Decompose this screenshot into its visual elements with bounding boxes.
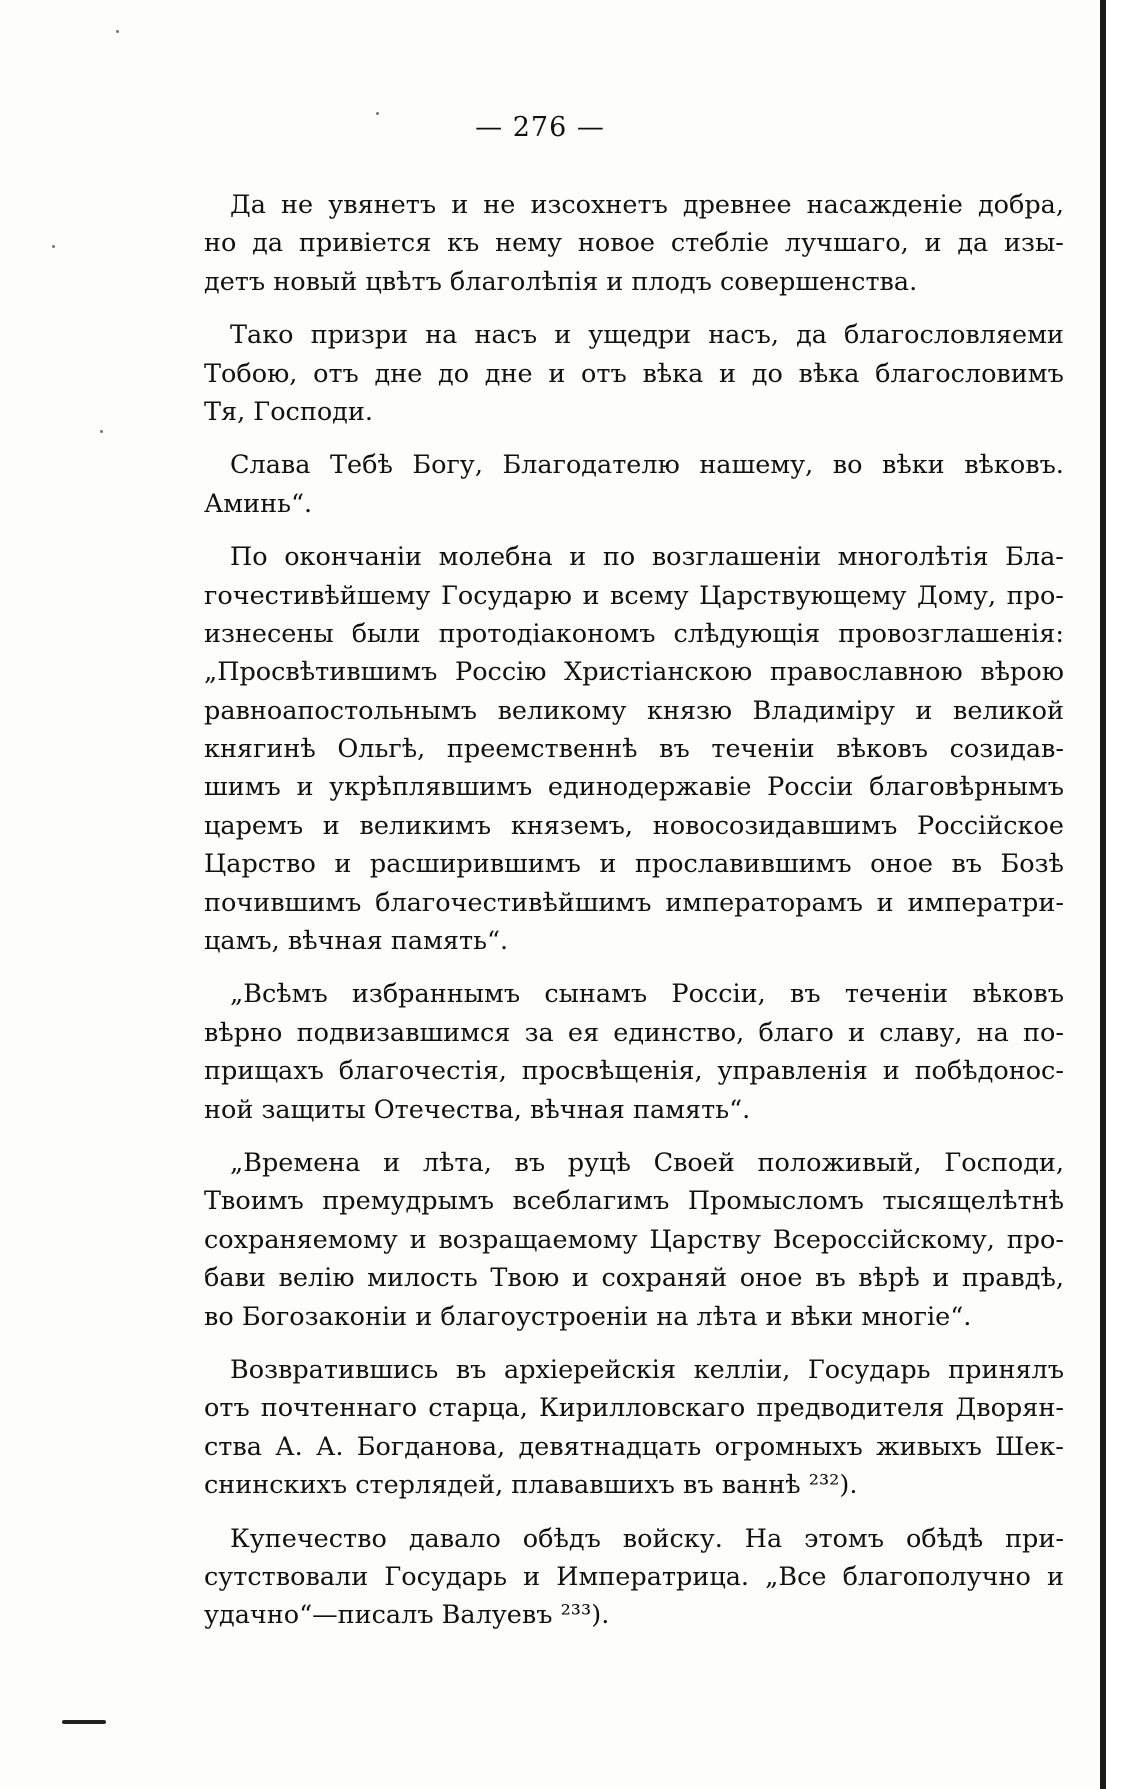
word: славу, [879, 1017, 963, 1048]
word: архіерейскія [504, 1354, 677, 1385]
word: Слава [230, 450, 311, 481]
word: насъ [474, 320, 538, 351]
word: Кирилловскаго [538, 1393, 746, 1424]
word: Шек- [995, 1431, 1064, 1462]
word: по [602, 542, 636, 573]
word: вѣрно [204, 1017, 283, 1048]
word: дне [484, 358, 533, 389]
word: благочестивѣйшимъ [375, 887, 652, 918]
word: теченіи [711, 734, 815, 765]
word: Владиміру [752, 695, 895, 726]
word: Россію [455, 657, 547, 688]
word: войску. [622, 1523, 723, 1554]
word: были [351, 618, 421, 649]
word: сохраняемому [204, 1224, 398, 1255]
word: вѣковъ. [964, 450, 1064, 481]
word: Возвратившись [230, 1354, 439, 1385]
text-line [204, 355, 1064, 393]
word: возглашеніи [651, 542, 822, 573]
word: въ [815, 1263, 846, 1294]
word: Тобою, [204, 358, 298, 389]
word: императорамъ [665, 887, 863, 918]
text-line [204, 1351, 1064, 1389]
word: Государь [384, 1561, 507, 1592]
word: на [976, 1017, 1009, 1048]
word: царемъ [204, 810, 304, 841]
text-line [204, 807, 1064, 845]
paragraph-gap [204, 960, 1064, 975]
word: и [599, 849, 617, 880]
word: до [751, 358, 783, 389]
text-line [204, 1014, 1064, 1052]
word: Россіи, [671, 979, 766, 1010]
word: Господи, [944, 1147, 1064, 1178]
word: отъ [313, 358, 359, 389]
text-line [204, 845, 1064, 883]
word: огромныхъ [714, 1431, 863, 1462]
margin-mark [62, 1720, 106, 1724]
text-line [204, 1389, 1064, 1427]
word: вѣрою [980, 657, 1064, 688]
paragraph-gap [204, 1129, 1064, 1144]
paragraph-gap [204, 1336, 1064, 1351]
word: этомъ [804, 1523, 884, 1554]
word: вѣка [798, 358, 860, 389]
word: милость [367, 1263, 478, 1294]
word: отъ [581, 358, 627, 389]
scan-margin [1106, 0, 1140, 1789]
word: единодержавіе [547, 772, 752, 803]
text-line [204, 730, 1064, 768]
word: обѣдъ [522, 1523, 601, 1554]
text-line [204, 316, 1064, 354]
word: Промысломъ [687, 1186, 864, 1217]
word: до [438, 358, 470, 389]
word: побѣдонос- [914, 1056, 1064, 1087]
word: благочестія, [338, 1056, 507, 1087]
word: и [383, 1147, 401, 1178]
word: А. [275, 1431, 303, 1462]
paragraph-gap [204, 431, 1064, 446]
word: и [571, 1263, 589, 1294]
word: провозглашенія: [838, 618, 1064, 649]
text-line: во Богозаконіи и благоустроеніи на лѣта и вѣки многіе“. [204, 1301, 972, 1332]
word: „Всѣмъ [230, 979, 328, 1010]
word: Ольгѣ, [337, 734, 426, 765]
word: благословимъ [875, 358, 1064, 389]
word: Царствующему [699, 580, 907, 611]
page-number: — 276 — [475, 112, 605, 143]
word: оное [739, 1263, 803, 1294]
text-line: цамъ, вѣчная память“. [204, 926, 509, 957]
word: княгинѣ [204, 734, 316, 765]
word: нашему, [699, 450, 814, 481]
word: Государь [807, 1354, 931, 1385]
word: Императрица. [556, 1561, 750, 1592]
word: въ [659, 734, 690, 765]
word: новосозидавшимъ [652, 810, 898, 841]
word: Благодателю [502, 450, 680, 481]
text-line [204, 1221, 1064, 1259]
word: преемственнѣ [446, 734, 638, 765]
word: князю [646, 695, 733, 726]
word: ущедри [588, 320, 692, 351]
word: императри- [907, 887, 1064, 918]
word: великимъ [359, 810, 492, 841]
text-line [204, 615, 1064, 653]
scan-speck [376, 112, 379, 115]
word: окончаніи [284, 542, 423, 573]
word: и [569, 542, 587, 573]
word: и [1046, 1561, 1064, 1592]
text-line: ной защиты Отечества, вѣчная память“. [204, 1094, 751, 1125]
word: благовѣрнымъ [869, 772, 1064, 803]
word: про- [1006, 1224, 1064, 1255]
word: на [425, 320, 458, 351]
word: дне [374, 358, 423, 389]
word: отъ [204, 1393, 250, 1424]
word: тысящелѣтнѣ [882, 1186, 1064, 1217]
word: Тебѣ [330, 450, 393, 481]
word: увянетъ [328, 190, 437, 220]
text-line [204, 1428, 1064, 1466]
text-line [204, 1052, 1064, 1090]
word: слѣдующія [673, 618, 821, 649]
word: живыхъ [876, 1431, 982, 1462]
word: Россіи [767, 772, 854, 803]
word: вѣковъ [972, 979, 1064, 1010]
word: протодіакономъ [438, 618, 656, 649]
text-line [204, 1182, 1064, 1220]
word: и [582, 580, 600, 611]
word: изсохнетъ [530, 190, 668, 220]
word: прищахъ [204, 1056, 324, 1087]
word: созидав- [949, 734, 1064, 765]
text-line: Тя, Господи. [204, 396, 373, 427]
scan-speck [52, 245, 55, 248]
word: да [957, 228, 989, 259]
word: А. [316, 1431, 344, 1462]
word: прославившимъ [634, 849, 852, 880]
text-line [204, 1259, 1064, 1297]
word: гочестивѣйшему [204, 580, 431, 611]
word: всему [610, 580, 689, 611]
word: древнее [682, 190, 792, 220]
word: благословляеми [844, 320, 1064, 351]
word: и [296, 772, 314, 803]
word: Всероссійскому, [772, 1224, 995, 1255]
word: Тако [230, 320, 294, 351]
word: и [548, 358, 566, 389]
word: и [554, 320, 572, 351]
word: велію [278, 1263, 355, 1294]
word: „Времена [230, 1147, 361, 1178]
word: единство, [613, 1017, 745, 1048]
word: за [524, 1017, 554, 1048]
word: укрѣплявшимъ [329, 772, 533, 803]
word: и [451, 190, 469, 220]
word: Россійское [917, 810, 1064, 841]
word: стебліе [670, 228, 770, 259]
word: „Просвѣтившимъ [204, 657, 438, 688]
word: вѣки [882, 450, 945, 481]
word: сутствовали [204, 1561, 369, 1592]
word: равноапостольнымъ [204, 695, 477, 726]
word: Бла- [1005, 542, 1064, 573]
scan-edge-shadow [1100, 0, 1106, 1789]
word: и [322, 810, 340, 841]
word: предводителя [756, 1393, 945, 1424]
word: лѣта, [422, 1147, 492, 1178]
word: благополучно [842, 1561, 1031, 1592]
text-line [204, 692, 1064, 730]
word: и [924, 228, 942, 259]
word: давало [408, 1523, 501, 1554]
text-line [204, 975, 1064, 1013]
text-line: детъ новый цвѣтъ благолѣпія и плодъ совершенства. [204, 266, 918, 297]
word: Богу, [412, 450, 483, 481]
text-line: удачно“—писалъ Валуевъ ²³³). [204, 1600, 610, 1631]
scan-speck [100, 430, 103, 433]
text-line [204, 768, 1064, 806]
word: руцѣ [567, 1147, 631, 1178]
word: привіется [298, 228, 432, 259]
word: въ [951, 849, 983, 880]
word: въ [455, 1354, 487, 1385]
word: новое [577, 228, 655, 259]
word: но [204, 228, 237, 259]
word: сохраняй [601, 1263, 728, 1294]
text-line [204, 446, 1064, 484]
word: девятнадцать [518, 1431, 702, 1462]
word: великой [953, 695, 1064, 726]
word: вѣка [642, 358, 704, 389]
word: по- [1023, 1017, 1064, 1048]
text-line [204, 186, 1064, 224]
word: Дворян- [955, 1393, 1064, 1424]
word: На [744, 1523, 783, 1554]
word: изнесены [204, 618, 334, 649]
word: и [848, 1017, 866, 1048]
word: и [409, 1224, 427, 1255]
word: теченіи [844, 979, 949, 1010]
word: благо [758, 1017, 834, 1048]
word: Царство [204, 849, 316, 880]
word: шимъ [204, 772, 281, 803]
text-line [204, 653, 1064, 691]
word: не [281, 190, 314, 220]
word: къ [447, 228, 480, 259]
word: Да [230, 190, 266, 220]
word: и [334, 849, 352, 880]
word: келліи, [693, 1354, 791, 1385]
text-line: снинскихъ стерлядей, плававшихъ въ ваннѣ ²³²). [204, 1470, 858, 1501]
word: насажденіе [806, 190, 963, 220]
word: нему [495, 228, 563, 259]
body-text [204, 186, 1064, 1635]
word: ея [567, 1017, 600, 1048]
scan-speck [116, 30, 119, 33]
paragraph-gap [204, 523, 1064, 538]
text-line [204, 538, 1064, 576]
word: оное [870, 849, 933, 880]
text-line [204, 577, 1064, 615]
word: вѣковъ [836, 734, 928, 765]
word: почтеннаго [260, 1393, 418, 1424]
word: возращаемому [438, 1224, 638, 1255]
word: православною [769, 657, 963, 688]
word: Христіанскою [564, 657, 753, 688]
word: при- [1005, 1523, 1064, 1554]
word: и [882, 1056, 900, 1087]
word: старца, [428, 1393, 528, 1424]
word: Государю [440, 580, 572, 611]
word: Царству [649, 1224, 761, 1255]
word: лучшаго, [784, 228, 909, 259]
word: Купечество [230, 1523, 387, 1554]
text-line: Аминь“. [204, 488, 313, 519]
word: избраннымъ [351, 979, 521, 1010]
word: расширившимъ [369, 849, 581, 880]
word: правдѣ, [961, 1263, 1064, 1294]
word: и [719, 358, 737, 389]
word: подвизавшимся [296, 1017, 511, 1048]
word: не [483, 190, 516, 220]
word: Богданова, [356, 1431, 506, 1462]
word: ства [204, 1431, 262, 1462]
paragraph-gap [204, 301, 1064, 316]
word: Твоимъ [204, 1186, 304, 1217]
word: многолѣтія [837, 542, 989, 573]
word: „Все [765, 1561, 827, 1592]
word: насъ, [708, 320, 779, 351]
text-line [204, 1558, 1064, 1596]
word: въ [790, 979, 821, 1010]
word: принялъ [948, 1354, 1064, 1385]
word: великому [497, 695, 627, 726]
text-line [204, 1520, 1064, 1558]
word: сынамъ [544, 979, 648, 1010]
word: вѣрѣ [858, 1263, 920, 1294]
word: Бозѣ [1000, 849, 1064, 880]
word: и [523, 1561, 541, 1592]
word: и [876, 887, 894, 918]
word: положивый, [757, 1147, 922, 1178]
word: во [832, 450, 863, 481]
word: и [915, 695, 933, 726]
word: По [230, 542, 268, 573]
word: про- [1006, 580, 1064, 611]
text-line [204, 1144, 1064, 1182]
word: управленія [717, 1056, 868, 1087]
word: Своей [653, 1147, 735, 1178]
text-line [204, 884, 1064, 922]
text-line [204, 224, 1064, 262]
word: Дому, [917, 580, 997, 611]
word: почившимъ [204, 887, 362, 918]
word: Твою [490, 1263, 560, 1294]
word: просвѣщенія, [521, 1056, 703, 1087]
word: да [252, 228, 284, 259]
word: обѣдѣ [905, 1523, 984, 1554]
word: княземъ, [510, 810, 634, 841]
word: молебна [438, 542, 553, 573]
paragraph-gap [204, 1505, 1064, 1520]
word: изы- [1004, 228, 1064, 259]
word: да [796, 320, 827, 351]
word: всеблагимъ [512, 1186, 670, 1217]
word: и [932, 1263, 950, 1294]
word: призри [310, 320, 409, 351]
word: добра, [977, 190, 1064, 220]
word: премудрымъ [322, 1186, 494, 1217]
word: въ [514, 1147, 546, 1178]
word: бави [204, 1263, 266, 1294]
